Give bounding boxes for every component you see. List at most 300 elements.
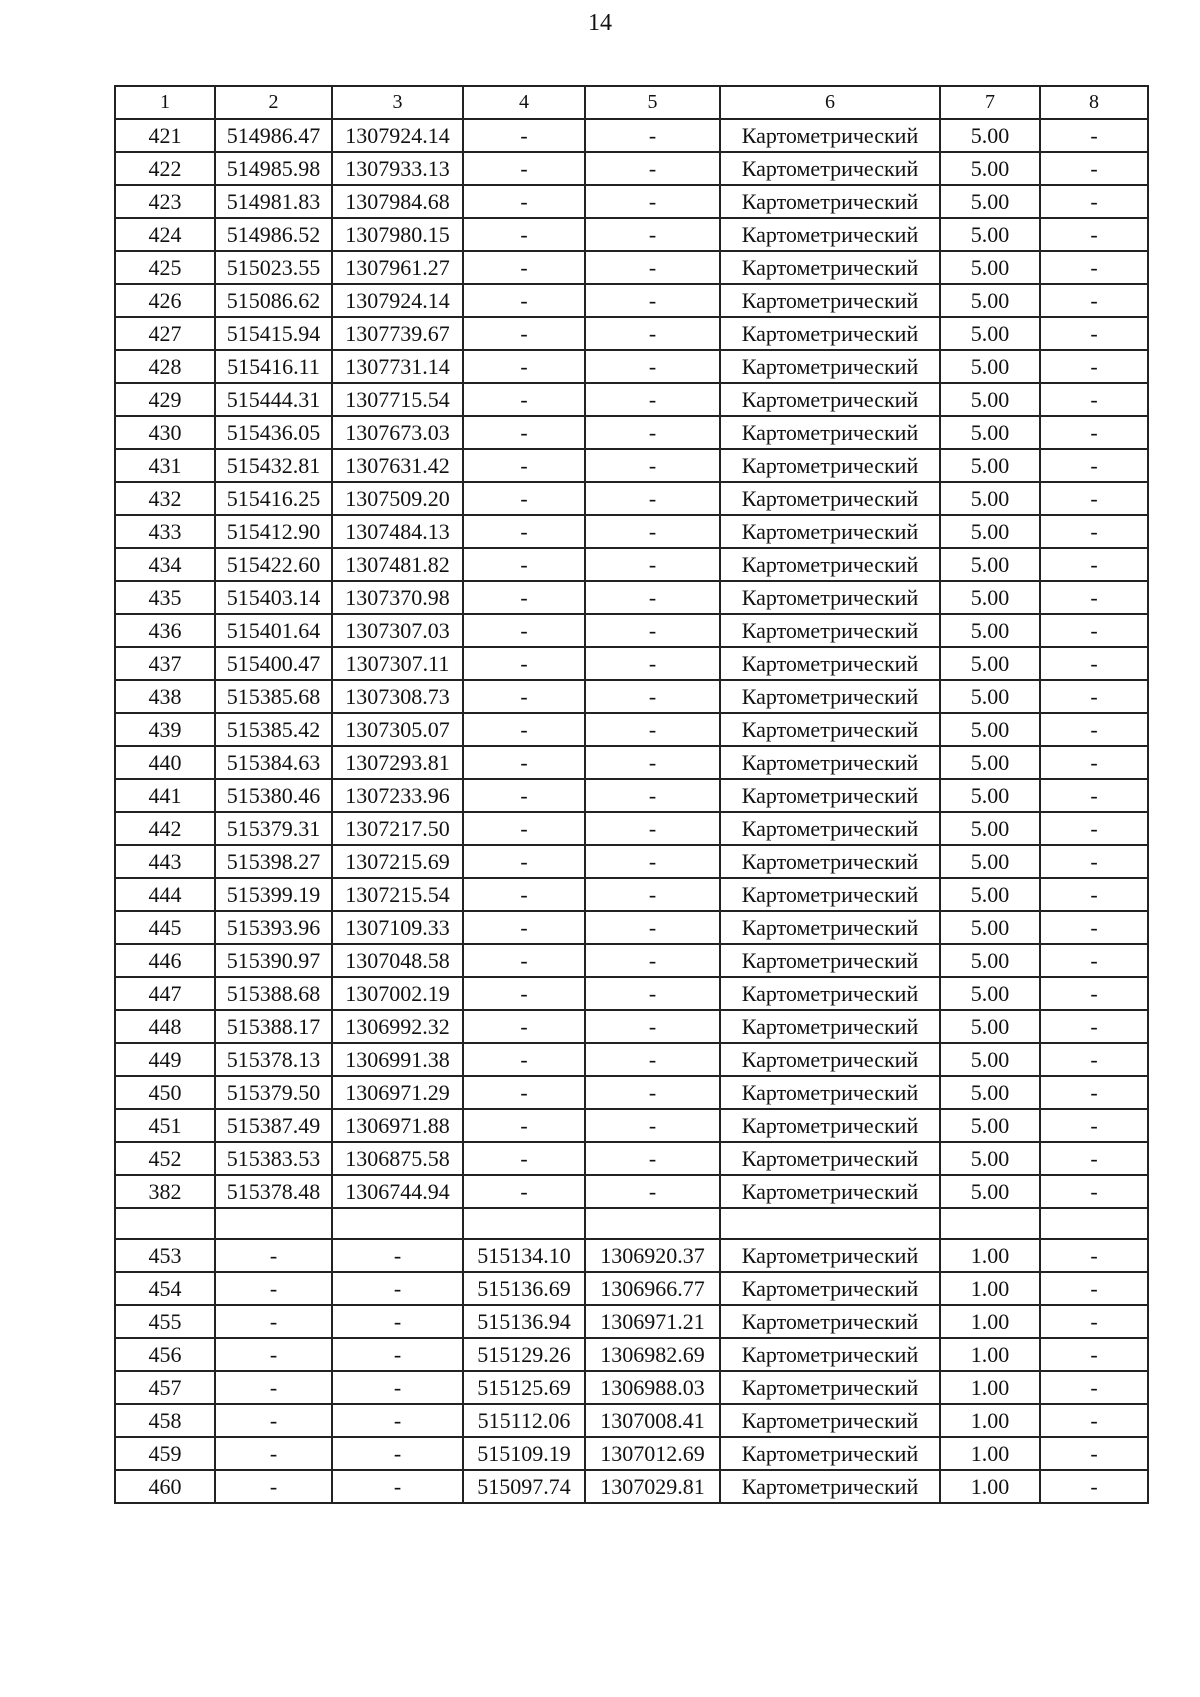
cell-x-new: -: [463, 218, 585, 251]
cell-x-new: -: [463, 482, 585, 515]
table-row: [115, 1175, 1148, 1208]
column-header-5: 5: [585, 86, 720, 119]
cell-method: Картометрический: [720, 614, 940, 647]
cell-x-new: -: [463, 119, 585, 152]
cell-y-old: 1307370.98: [332, 581, 463, 614]
cell-x-old: 515086.62: [215, 284, 332, 317]
cell-y-new: -: [585, 1142, 720, 1175]
cell-accuracy: 5.00: [940, 482, 1040, 515]
cell-note: -: [1040, 416, 1148, 449]
cell-y-new: -: [585, 944, 720, 977]
cell-x-old: 515415.94: [215, 317, 332, 350]
cell-x-new: -: [463, 779, 585, 812]
cell-x-new: -: [463, 680, 585, 713]
cell-accuracy: 5.00: [940, 647, 1040, 680]
cell-y-old: 1306744.94: [332, 1175, 463, 1208]
cell-x-old: 515378.48: [215, 1175, 332, 1208]
cell-y-new: -: [585, 449, 720, 482]
table-row: [115, 614, 1148, 647]
cell-y-new: -: [585, 812, 720, 845]
cell-x-old: 515378.13: [215, 1043, 332, 1076]
cell-note: -: [1040, 1305, 1148, 1338]
cell-note: -: [1040, 119, 1148, 152]
cell-note: -: [1040, 878, 1148, 911]
cell-accuracy: 5.00: [940, 977, 1040, 1010]
cell-x-new: -: [463, 1043, 585, 1076]
column-header-3: 3: [332, 86, 463, 119]
cell-x-old: -: [215, 1470, 332, 1503]
cell-y-new: -: [585, 581, 720, 614]
cell-point-number: 429: [115, 383, 215, 416]
cell-y-old: 1307731.14: [332, 350, 463, 383]
cell-point-number: 441: [115, 779, 215, 812]
table-row: [115, 548, 1148, 581]
cell-y-old: 1307217.50: [332, 812, 463, 845]
cell-x-new: -: [463, 845, 585, 878]
cell-note: -: [1040, 449, 1148, 482]
cell-method: Картометрический: [720, 1305, 940, 1338]
cell-point-number: 460: [115, 1470, 215, 1503]
cell-point-number: 452: [115, 1142, 215, 1175]
cell-y-new: 1306920.37: [585, 1239, 720, 1272]
column-header-7: 7: [940, 86, 1040, 119]
cell-point-number: 442: [115, 812, 215, 845]
cell-note: -: [1040, 251, 1148, 284]
cell-x-new: -: [463, 1142, 585, 1175]
table-row: [115, 878, 1148, 911]
cell-note: -: [1040, 383, 1148, 416]
cell-y-old: 1307233.96: [332, 779, 463, 812]
cell-point-number: 436: [115, 614, 215, 647]
cell-method: Картометрический: [720, 482, 940, 515]
cell-note: -: [1040, 1142, 1148, 1175]
cell-method: Картометрический: [720, 515, 940, 548]
cell-accuracy: 5.00: [940, 911, 1040, 944]
column-header-1: 1: [115, 86, 215, 119]
cell-y-old: 1306971.88: [332, 1109, 463, 1142]
table-row: [115, 977, 1148, 1010]
cell-method: Картометрический: [720, 548, 940, 581]
cell-point-number: 433: [115, 515, 215, 548]
cell-accuracy: 5.00: [940, 449, 1040, 482]
cell-note: -: [1040, 350, 1148, 383]
cell-y-new: -: [585, 746, 720, 779]
cell-note: -: [1040, 515, 1148, 548]
column-header-6: 6: [720, 86, 940, 119]
cell-method: Картометрический: [720, 911, 940, 944]
cell-accuracy: 5.00: [940, 713, 1040, 746]
cell-x-old: 515383.53: [215, 1142, 332, 1175]
cell-y-old: 1307715.54: [332, 383, 463, 416]
cell-note: -: [1040, 812, 1148, 845]
table-row: [115, 350, 1148, 383]
cell-y-new: -: [585, 1109, 720, 1142]
cell-x-new: -: [463, 515, 585, 548]
cell-method: Картометрический: [720, 152, 940, 185]
table-row: [115, 1208, 1148, 1239]
cell-accuracy: 5.00: [940, 1109, 1040, 1142]
column-header-4: 4: [463, 86, 585, 119]
cell-x-new: 515097.74: [463, 1470, 585, 1503]
cell-accuracy: 5.00: [940, 383, 1040, 416]
cell-x-new: -: [463, 614, 585, 647]
cell-x-new: -: [463, 713, 585, 746]
column-header-2: 2: [215, 86, 332, 119]
cell-method: Картометрический: [720, 119, 940, 152]
cell-point-number: 444: [115, 878, 215, 911]
cell-x-old: 515393.96: [215, 911, 332, 944]
cell-point-number: 449: [115, 1043, 215, 1076]
cell-y-old: 1307481.82: [332, 548, 463, 581]
cell-note: -: [1040, 284, 1148, 317]
cell-y-new: -: [585, 218, 720, 251]
cell-note: -: [1040, 218, 1148, 251]
cell-y-new: -: [585, 911, 720, 944]
cell-y-old: 1307933.13: [332, 152, 463, 185]
table-row: [115, 1470, 1148, 1503]
cell-note: -: [1040, 1437, 1148, 1470]
table-row: [115, 779, 1148, 812]
cell-method: Картометрический: [720, 416, 940, 449]
cell-y-new: -: [585, 878, 720, 911]
cell-accuracy: 5.00: [940, 152, 1040, 185]
cell-x-old: -: [215, 1404, 332, 1437]
cell-x-new: 515109.19: [463, 1437, 585, 1470]
cell-x-new: -: [463, 1010, 585, 1043]
cell-accuracy: 1.00: [940, 1272, 1040, 1305]
cell-method: Картометрический: [720, 1437, 940, 1470]
cell-accuracy: [940, 1208, 1040, 1239]
cell-method: Картометрический: [720, 317, 940, 350]
table-row: [115, 383, 1148, 416]
cell-y-old: 1307293.81: [332, 746, 463, 779]
cell-accuracy: 5.00: [940, 779, 1040, 812]
cell-y-new: -: [585, 317, 720, 350]
cell-y-new: 1307029.81: [585, 1470, 720, 1503]
cell-method: Картометрический: [720, 284, 940, 317]
table-row: [115, 944, 1148, 977]
cell-accuracy: 5.00: [940, 845, 1040, 878]
cell-y-old: 1307980.15: [332, 218, 463, 251]
cell-point-number: 454: [115, 1272, 215, 1305]
cell-accuracy: 5.00: [940, 1076, 1040, 1109]
coordinates-table: [114, 85, 1149, 1504]
cell-x-new: -: [463, 1175, 585, 1208]
cell-x-old: 515398.27: [215, 845, 332, 878]
cell-x-old: 515416.11: [215, 350, 332, 383]
table-body: [115, 119, 1148, 1503]
cell-x-old: [215, 1208, 332, 1239]
cell-x-old: 515416.25: [215, 482, 332, 515]
cell-point-number: 422: [115, 152, 215, 185]
cell-point-number: 458: [115, 1404, 215, 1437]
cell-x-new: -: [463, 911, 585, 944]
cell-x-new: -: [463, 647, 585, 680]
cell-note: -: [1040, 680, 1148, 713]
cell-x-old: 515379.50: [215, 1076, 332, 1109]
table-row: [115, 1272, 1148, 1305]
table-row: [115, 1338, 1148, 1371]
cell-x-new: -: [463, 581, 585, 614]
cell-point-number: 427: [115, 317, 215, 350]
table-row: [115, 1142, 1148, 1175]
cell-note: -: [1040, 581, 1148, 614]
cell-x-old: -: [215, 1305, 332, 1338]
cell-y-new: -: [585, 1010, 720, 1043]
cell-note: -: [1040, 317, 1148, 350]
cell-x-old: 515399.19: [215, 878, 332, 911]
cell-y-new: 1306966.77: [585, 1272, 720, 1305]
cell-y-old: 1307215.69: [332, 845, 463, 878]
cell-y-new: -: [585, 119, 720, 152]
cell-y-new: -: [585, 647, 720, 680]
table-row: [115, 185, 1148, 218]
cell-y-old: 1307484.13: [332, 515, 463, 548]
cell-x-old: 515412.90: [215, 515, 332, 548]
cell-note: -: [1040, 845, 1148, 878]
cell-x-old: 514985.98: [215, 152, 332, 185]
cell-method: Картометрический: [720, 713, 940, 746]
cell-point-number: 437: [115, 647, 215, 680]
cell-point-number: 440: [115, 746, 215, 779]
cell-note: -: [1040, 548, 1148, 581]
cell-x-old: 515385.68: [215, 680, 332, 713]
cell-point-number: 434: [115, 548, 215, 581]
cell-x-old: 515400.47: [215, 647, 332, 680]
cell-y-old: 1307048.58: [332, 944, 463, 977]
cell-method: Картометрический: [720, 977, 940, 1010]
cell-y-new: -: [585, 1076, 720, 1109]
cell-y-new: -: [585, 383, 720, 416]
cell-x-old: 515387.49: [215, 1109, 332, 1142]
cell-x-old: 515390.97: [215, 944, 332, 977]
cell-method: Картометрический: [720, 449, 940, 482]
cell-note: -: [1040, 185, 1148, 218]
cell-method: [720, 1208, 940, 1239]
cell-y-new: -: [585, 251, 720, 284]
cell-y-new: -: [585, 185, 720, 218]
cell-note: -: [1040, 1371, 1148, 1404]
cell-point-number: 431: [115, 449, 215, 482]
cell-note: -: [1040, 713, 1148, 746]
cell-point-number: 424: [115, 218, 215, 251]
cell-note: -: [1040, 482, 1148, 515]
table-row: [115, 515, 1148, 548]
cell-accuracy: 5.00: [940, 185, 1040, 218]
cell-point-number: 421: [115, 119, 215, 152]
cell-note: -: [1040, 1239, 1148, 1272]
cell-accuracy: 5.00: [940, 350, 1040, 383]
cell-x-new: [463, 1208, 585, 1239]
table-row: [115, 317, 1148, 350]
cell-accuracy: 5.00: [940, 119, 1040, 152]
cell-x-old: 515023.55: [215, 251, 332, 284]
cell-x-new: -: [463, 284, 585, 317]
cell-x-new: -: [463, 977, 585, 1010]
cell-note: -: [1040, 152, 1148, 185]
cell-accuracy: 5.00: [940, 1142, 1040, 1175]
table-row: [115, 581, 1148, 614]
cell-note: -: [1040, 1109, 1148, 1142]
table-row: [115, 152, 1148, 185]
cell-accuracy: 1.00: [940, 1239, 1040, 1272]
cell-y-new: -: [585, 1175, 720, 1208]
cell-accuracy: 1.00: [940, 1404, 1040, 1437]
cell-x-old: 515384.63: [215, 746, 332, 779]
cell-point-number: 450: [115, 1076, 215, 1109]
cell-accuracy: 5.00: [940, 416, 1040, 449]
cell-accuracy: 1.00: [940, 1371, 1040, 1404]
cell-method: Картометрический: [720, 944, 940, 977]
page-number: 14: [588, 10, 612, 36]
cell-method: Картометрический: [720, 746, 940, 779]
cell-y-old: -: [332, 1305, 463, 1338]
cell-method: Картометрический: [720, 218, 940, 251]
cell-note: -: [1040, 944, 1148, 977]
cell-point-number: 453: [115, 1239, 215, 1272]
table-row: [115, 1109, 1148, 1142]
cell-point-number: 459: [115, 1437, 215, 1470]
cell-note: -: [1040, 977, 1148, 1010]
cell-x-new: -: [463, 548, 585, 581]
cell-x-old: 515403.14: [215, 581, 332, 614]
cell-method: Картометрический: [720, 185, 940, 218]
cell-y-old: 1307739.67: [332, 317, 463, 350]
cell-accuracy: 1.00: [940, 1437, 1040, 1470]
header-row: [115, 86, 1148, 119]
cell-accuracy: 5.00: [940, 1010, 1040, 1043]
cell-y-old: -: [332, 1470, 463, 1503]
table-row: [115, 1010, 1148, 1043]
cell-accuracy: 5.00: [940, 251, 1040, 284]
cell-y-new: -: [585, 680, 720, 713]
cell-x-new: -: [463, 878, 585, 911]
cell-accuracy: 5.00: [940, 581, 1040, 614]
table-row: [115, 746, 1148, 779]
cell-method: Картометрический: [720, 1272, 940, 1305]
cell-accuracy: 5.00: [940, 812, 1040, 845]
cell-method: Картометрический: [720, 350, 940, 383]
table-row: [115, 119, 1148, 152]
cell-accuracy: 5.00: [940, 878, 1040, 911]
cell-x-old: -: [215, 1437, 332, 1470]
cell-y-new: -: [585, 548, 720, 581]
cell-y-old: 1307215.54: [332, 878, 463, 911]
cell-accuracy: 5.00: [940, 317, 1040, 350]
cell-note: -: [1040, 1404, 1148, 1437]
cell-x-new: -: [463, 944, 585, 977]
cell-method: Картометрический: [720, 1371, 940, 1404]
cell-accuracy: 5.00: [940, 746, 1040, 779]
cell-note: -: [1040, 1470, 1148, 1503]
cell-method: Картометрический: [720, 383, 940, 416]
cell-y-old: 1307109.33: [332, 911, 463, 944]
cell-x-old: -: [215, 1239, 332, 1272]
cell-point-number: 432: [115, 482, 215, 515]
cell-y-old: 1307673.03: [332, 416, 463, 449]
cell-point-number: 423: [115, 185, 215, 218]
table-row: [115, 647, 1148, 680]
cell-x-new: -: [463, 746, 585, 779]
cell-y-old: 1307305.07: [332, 713, 463, 746]
cell-accuracy: 1.00: [940, 1305, 1040, 1338]
cell-x-new: 515112.06: [463, 1404, 585, 1437]
cell-accuracy: 5.00: [940, 1175, 1040, 1208]
cell-point-number: 426: [115, 284, 215, 317]
cell-point-number: 457: [115, 1371, 215, 1404]
table-row: [115, 1076, 1148, 1109]
cell-y-old: -: [332, 1338, 463, 1371]
cell-note: -: [1040, 1175, 1148, 1208]
cell-note: -: [1040, 911, 1148, 944]
cell-y-old: -: [332, 1239, 463, 1272]
cell-x-old: -: [215, 1272, 332, 1305]
cell-point-number: 447: [115, 977, 215, 1010]
cell-point-number: 435: [115, 581, 215, 614]
cell-x-new: 515125.69: [463, 1371, 585, 1404]
cell-accuracy: 5.00: [940, 548, 1040, 581]
cell-x-old: 515401.64: [215, 614, 332, 647]
cell-method: Картометрический: [720, 845, 940, 878]
cell-note: -: [1040, 614, 1148, 647]
cell-point-number: 382: [115, 1175, 215, 1208]
cell-y-new: 1307008.41: [585, 1404, 720, 1437]
cell-method: Картометрический: [720, 878, 940, 911]
cell-x-new: -: [463, 251, 585, 284]
cell-point-number: 455: [115, 1305, 215, 1338]
cell-accuracy: 5.00: [940, 680, 1040, 713]
cell-x-new: -: [463, 449, 585, 482]
cell-method: Картометрический: [720, 1109, 940, 1142]
cell-y-new: -: [585, 350, 720, 383]
cell-y-old: 1306875.58: [332, 1142, 463, 1175]
cell-y-old: 1307307.03: [332, 614, 463, 647]
table-row: [115, 812, 1148, 845]
table-row: [115, 1371, 1148, 1404]
cell-y-old: -: [332, 1272, 463, 1305]
table-row: [115, 1239, 1148, 1272]
cell-y-new: -: [585, 977, 720, 1010]
cell-y-old: 1306992.32: [332, 1010, 463, 1043]
cell-point-number: 425: [115, 251, 215, 284]
cell-note: -: [1040, 1043, 1148, 1076]
cell-x-new: -: [463, 383, 585, 416]
cell-x-new: -: [463, 317, 585, 350]
cell-x-old: -: [215, 1371, 332, 1404]
cell-method: Картометрический: [720, 1142, 940, 1175]
cell-note: -: [1040, 746, 1148, 779]
cell-y-new: -: [585, 515, 720, 548]
cell-x-old: 514986.52: [215, 218, 332, 251]
cell-point-number: 448: [115, 1010, 215, 1043]
table-row: [115, 1437, 1148, 1470]
cell-x-old: 515432.81: [215, 449, 332, 482]
cell-y-new: -: [585, 416, 720, 449]
cell-y-old: -: [332, 1371, 463, 1404]
cell-point-number: 428: [115, 350, 215, 383]
cell-method: Картометрический: [720, 1010, 940, 1043]
cell-x-old: 515444.31: [215, 383, 332, 416]
cell-method: Картометрический: [720, 647, 940, 680]
table-row: [115, 845, 1148, 878]
cell-x-old: -: [215, 1338, 332, 1371]
cell-x-old: 515385.42: [215, 713, 332, 746]
cell-y-old: 1306971.29: [332, 1076, 463, 1109]
cell-method: Картометрический: [720, 1404, 940, 1437]
cell-y-new: -: [585, 713, 720, 746]
cell-y-new: [585, 1208, 720, 1239]
cell-x-new: -: [463, 152, 585, 185]
